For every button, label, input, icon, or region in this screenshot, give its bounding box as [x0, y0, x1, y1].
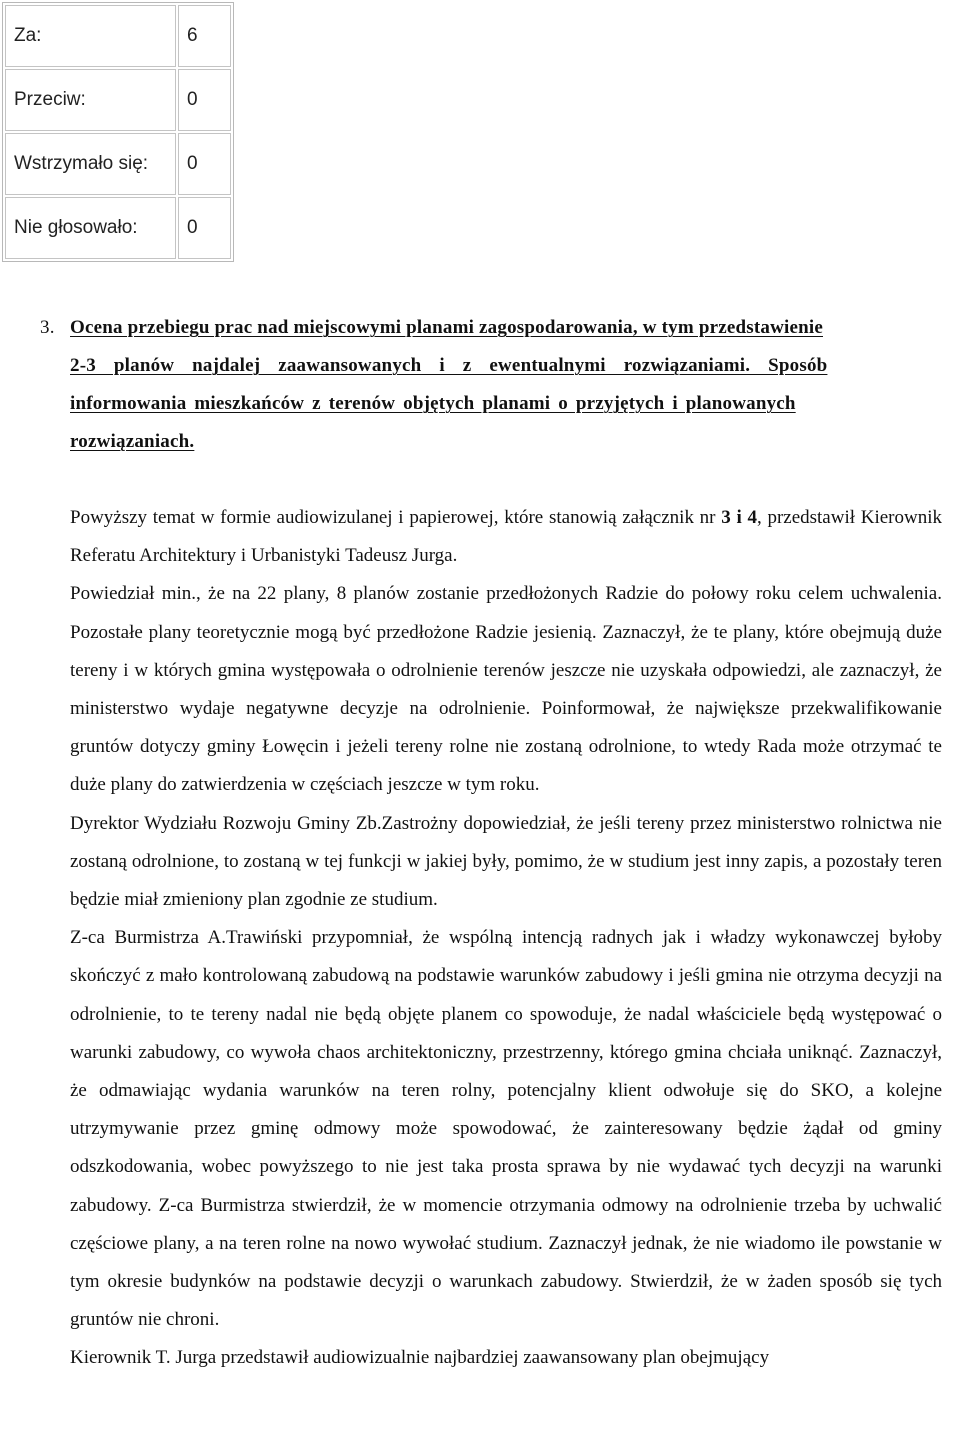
vote-count: 0: [178, 197, 231, 259]
minutes-body: [70, 499, 942, 1378]
vote-label: Nie głosowało:: [5, 197, 176, 259]
agenda-item-title-line4: rozwiązaniach.: [70, 431, 195, 452]
vote-row-not-voted: [5, 197, 231, 259]
vote-count: 0: [178, 69, 231, 131]
paragraph-director-statement: Dyrektor Wydziału Rozwoju Gminy Zb.Zastrożny dopowiedział, że jeśli tereny przez ministerstwo rolnictwa nie zostaną odrolnione, to zostaną w tej funkcji w jakiej były, pomimo, że w studium jest inny zapis, a pozostały teren będzie miał zmieniony plan zgodnie ze studium.: [70, 812, 942, 911]
paragraph-plans-status: Powiedział min., że na 22 plany, 8 planów zostanie przedłożonych Radzie do połowy roku celem uchwalenia. Pozostałe plany teoretycznie mogą być przedłożone Radzie jesienią. Zaznaczył, że te plany, które obejmują duże tereny i w których gmina występowała o odrolnienie terenów jeszcze nie uzyskała odpowiedzi, ale zaznaczył, że ministerstwo wydaje negatywne decyzje na odrolnienie. Poinformował, że największe przekwalifikowanie gruntów dotyczy gminy Łowęcin i jeżeli tereny rolne nie zostaną odrolnione, to wtedy Rada może otrzymać te duże plany do zatwierdzenia w częściach jeszcze w tym roku.: [70, 583, 942, 796]
agenda-item-title-line3: informowania mieszkańców z terenów objętych planami o przyjętych i planowanych: [70, 393, 796, 414]
vote-row-against: [5, 69, 231, 131]
agenda-item-heading: [40, 309, 945, 461]
vote-count: 6: [178, 5, 231, 67]
agenda-item-title-indent: [40, 355, 70, 376]
attachment-numbers: 3 i 4: [721, 507, 757, 528]
agenda-item-title-line2: 2-3 planów najdalej zaawansowanych i z ewentualnymi rozwiązaniami. Sposób: [70, 355, 828, 376]
agenda-item-number: 3.: [40, 317, 55, 338]
paragraph-text: Powyższy temat w formie audiowizulanej i papierowej, które stanowią załącznik nr: [70, 507, 722, 528]
vote-label: Przeciw:: [5, 69, 176, 131]
vote-row-abstained: [5, 133, 231, 195]
agenda-item-title-indent: [40, 431, 70, 452]
paragraph-deputy-mayor-statement: Z-ca Burmistrza A.Trawiński przypomniał, że wspólną intencją radnych jak i władzy wykonawczej byłoby skończyć z mało kontrolowaną zabudową na podstawie warunków zabudowy i jeśli gmina nie otrzyma decyzji na odrolnienie, to te tereny nadal nie będą objęte planem co spowoduje, że nadal właściciele będą występować o warunki zabudowy, co wywoła chaos architektoniczny, przestrzenny, którego gmina chciała uniknąć. Zaznaczył, że odmawiając wydania warunków na teren rolny, potencjalny klient odwołuje się do SKO, a kolejne utrzymywanie przez gminę odmowy może spowodować, że zainteresowany będzie żądał od gminy odszkodowania, wobec powyższego to nie jest taka prosta sprawa by nie wydawać tych decyzji na warunki zabudowy. Z-ca Burmistrza stwierdził, że w momencie otrzymania odmowy na odrolnienie trzeba by uchwalić częściowe plany, a na teren rolne na nowo wywołać studium. Zaznaczył jednak, że nie wiadomo ile powstanie w tym okresie budynków na podstawie decyzji o warunkach zabudowy. Stwierdził, że w żaden sposób się tych gruntów nie chroni.: [70, 927, 942, 1331]
paragraph-text: , przedstawił Kierownik Referatu Architektury i Urbanistyki Tadeusz Jurga.: [70, 507, 943, 567]
paragraph-presentation-continued: Kierownik T. Jurga przedstawił audiowizualnie najbardziej zaawansowany plan obejmujący: [70, 1347, 770, 1369]
agenda-item-title-indent: [40, 393, 70, 414]
vote-label: Za:: [5, 5, 176, 67]
vote-label: Wstrzymało się:: [5, 133, 176, 195]
paragraph-presentation: [70, 499, 942, 575]
vote-results-table: [2, 2, 234, 262]
agenda-item-title-line1: Ocena przebiegu prac nad miejscowymi planami zagospodarowania, w tym przedstawienie: [70, 317, 823, 338]
vote-row-for: [5, 5, 231, 67]
vote-count: 0: [178, 133, 231, 195]
